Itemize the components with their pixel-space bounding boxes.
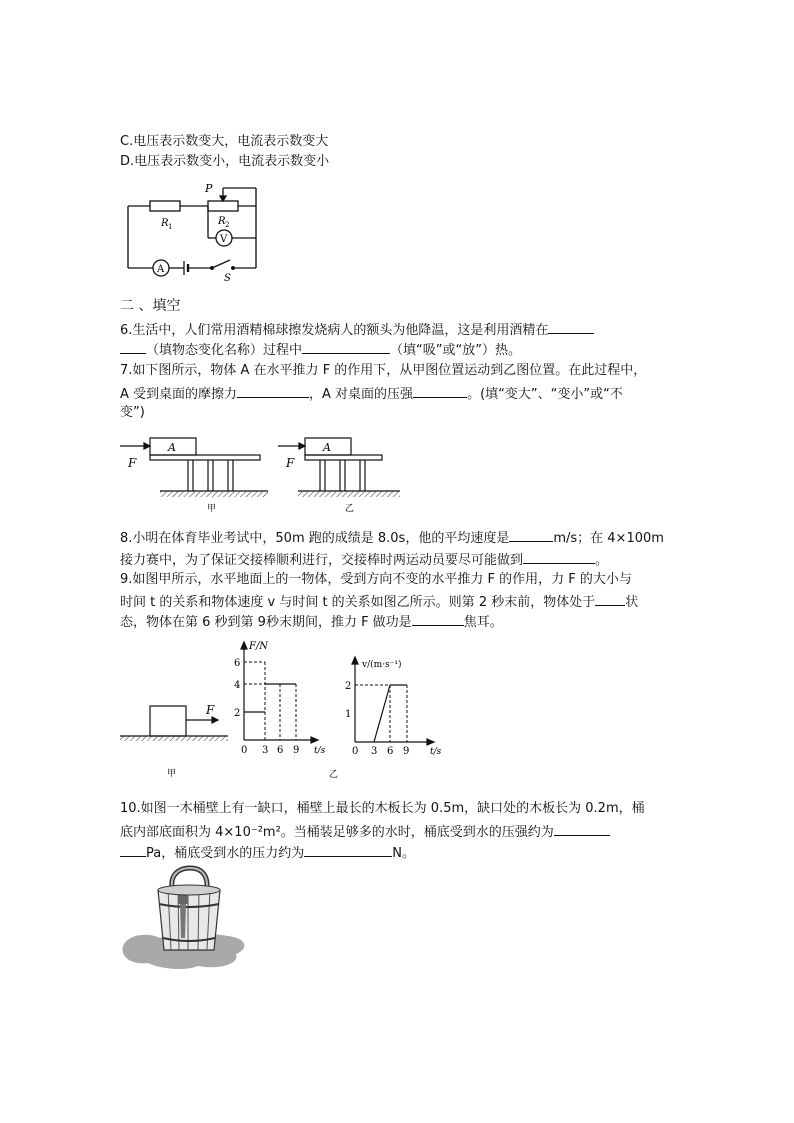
f-graph-xtick: 3 — [262, 745, 269, 756]
q10-blank1 — [554, 822, 610, 836]
q7-line3: 变”) — [120, 405, 145, 420]
fig7-caption-left: 甲 — [207, 504, 217, 514]
f-graph-xtick: 9 — [293, 745, 300, 756]
q9-line3: 态，物体在第 6 秒到第 9秒末期间，推力 F 做功是 焦耳。 — [120, 612, 503, 632]
slider-arrow-icon — [220, 196, 226, 201]
fig9-caption-left: 甲 — [167, 769, 177, 779]
v-graph-ylabel: v/(m·s⁻¹) — [362, 660, 402, 670]
fig9-label-f: F — [206, 703, 215, 717]
f-graph-xtick: 6 — [277, 745, 284, 756]
q9-line2: 时间 t 的关系和物体速度 v 与时间 t 的关系如图乙所示。则第 2 秒末前，物体处于 状 — [120, 592, 638, 612]
f-graph-ytick: 2 — [234, 708, 241, 719]
circuit-diagram — [120, 183, 270, 283]
velocity-time-graph — [340, 655, 450, 755]
f-graph-ytick: 6 — [234, 658, 241, 669]
v-graph-xtick: 9 — [403, 746, 410, 757]
v-graph-xtick: 3 — [371, 746, 378, 757]
q10-line2: 底内部底面积为 4×10⁻²m²。当桶装足够多的水时，桶底受到水的压强约为 — [120, 822, 610, 842]
q6-line2: （填物态变化名称）过程中 （填“吸”或“放”）热。 — [120, 340, 521, 360]
resistor-r1 — [150, 201, 180, 211]
force-time-graph — [232, 640, 339, 780]
q10-line1: 10.如图一木桶壁上有一缺口，桶壁上最长的木板长为 0.5m，缺口处的木板长为 0.2m，桶 — [120, 801, 645, 816]
f-graph-xlabel: t/s — [314, 746, 326, 756]
label-r1-sub: 1 — [168, 223, 173, 231]
label-r1: R — [161, 218, 169, 229]
q6-blank1-cont — [120, 340, 146, 354]
v-graph-xlabel: t/s — [430, 747, 442, 757]
q8-blank2 — [523, 550, 595, 564]
v-graph-xtick: 6 — [387, 746, 394, 757]
q7-line2: A 受到桌面的摩擦力 ，A 对桌面的压强 。(填“变大”、“变小”或“不 — [120, 384, 623, 404]
q8-line1: 8.小明在体育毕业考试中，50m 跑的成绩是 8.0s，他的平均速度是 m/s；在 4×100m — [120, 528, 664, 548]
q9-line1: 9.如图甲所示，水平地面上的一物体，受到方向不变的水平推力 F 的作用，力 F 的大小与 — [120, 572, 632, 587]
option-d: D.电压表示数变小，电流表示数变小 — [120, 154, 330, 169]
fig9-caption-right: 乙 — [329, 770, 339, 780]
q10-line3: Pa，桶底受到水的压力约为 N。 — [120, 843, 415, 863]
fig7-label-a-right: A — [323, 441, 331, 454]
f-graph-xtick: 0 — [241, 745, 248, 756]
f-graph-ytick: 4 — [234, 680, 241, 691]
fig7-label-a-left: A — [168, 441, 176, 454]
label-r2: R — [218, 216, 226, 227]
switch-icon — [212, 260, 230, 268]
q7-line1: 7.如下图所示，物体 A 在水平推力 F 的作用下，从甲图位置运动到乙图位置。在此过程中， — [120, 363, 647, 378]
force-arrow-icon — [212, 717, 218, 723]
q7-blank2 — [413, 384, 467, 398]
section-title: 二 、填空 — [120, 298, 181, 314]
table-push-figure — [120, 436, 410, 514]
f-graph-ylabel: F/N — [249, 641, 269, 652]
q10-blank2 — [304, 843, 392, 857]
option-c: C.电压表示数变大，电流表示数变大 — [120, 134, 329, 149]
q7-blank1 — [237, 384, 309, 398]
fig7-label-f-left: F — [128, 456, 137, 470]
resistor-r2 — [208, 201, 238, 211]
block — [150, 706, 186, 736]
q6-line1: 6.生活中，人们常用酒精棉球擦发烧病人的额头为他降温，这是利用酒精在 — [120, 320, 594, 340]
label-s: S — [224, 273, 231, 284]
label-a: A — [157, 264, 165, 275]
wooden-bucket-illustration — [118, 868, 253, 978]
label-r2-sub: 2 — [225, 221, 230, 229]
fig7-label-f-right: F — [286, 456, 295, 470]
q6-blank1 — [548, 320, 594, 334]
q10-blank1-cont — [120, 843, 146, 857]
q8-line2: 接力赛中，为了保证交接棒顺利进行，交接棒时两运动员要尽可能做到 。 — [120, 550, 608, 570]
label-v: V — [220, 234, 228, 245]
block-push-figure — [120, 700, 232, 782]
label-p: P — [205, 182, 213, 195]
v-graph-xtick: 0 — [352, 746, 359, 757]
fig7-caption-right: 乙 — [345, 504, 355, 514]
v-graph-ytick: 2 — [345, 681, 352, 692]
v-graph-ytick: 1 — [345, 709, 352, 720]
q8-blank1 — [509, 528, 553, 542]
q9-blank1 — [595, 592, 625, 606]
q9-blank2 — [412, 612, 464, 626]
q6-blank2 — [302, 340, 390, 354]
